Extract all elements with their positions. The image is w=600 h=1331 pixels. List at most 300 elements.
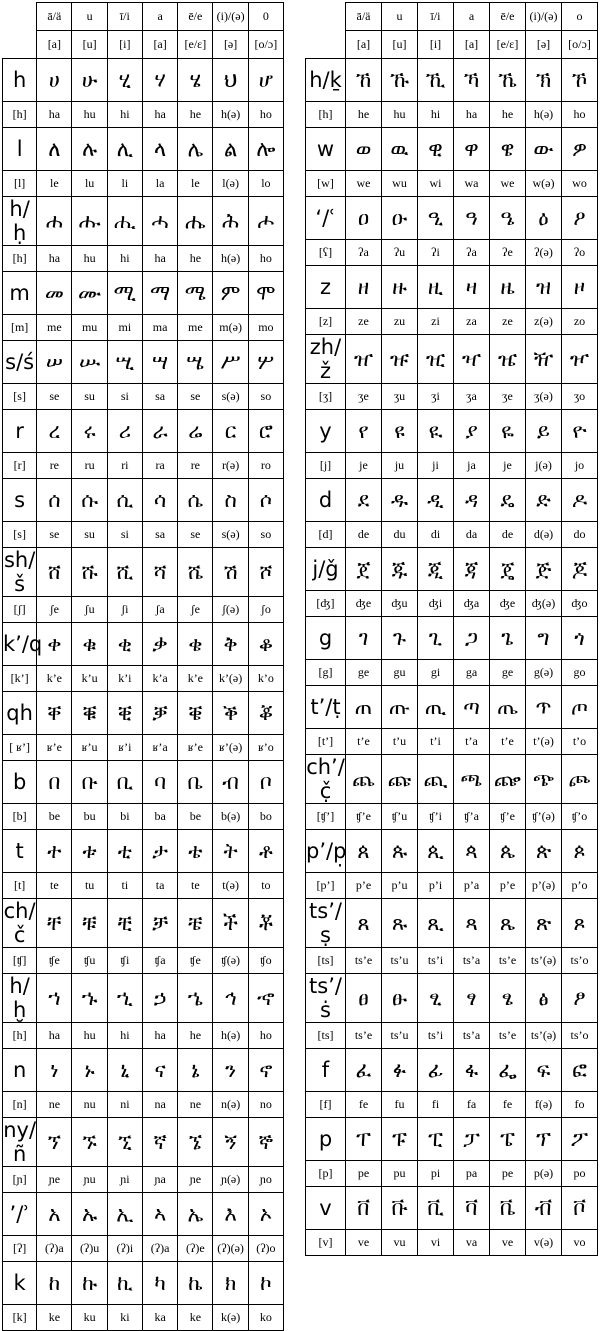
syllable-glyph: ጻ: [454, 899, 490, 948]
syllable-glyph: ፃ: [454, 974, 490, 1023]
syllable-transliteration: ki: [107, 1305, 142, 1331]
syllable-transliteration: fu: [382, 1092, 418, 1118]
glyph-row: [3, 1118, 284, 1167]
consonant-ipa: [ɲ]: [3, 1167, 37, 1193]
glyph-row: [306, 479, 598, 522]
syllable-glyph: ቁ: [72, 623, 107, 666]
vowel-ipa-header: [a]: [454, 31, 490, 59]
syllable-glyph: ዤ: [490, 335, 526, 384]
syllable-transliteration: go: [562, 660, 598, 686]
syllable-glyph: ኔ: [178, 1049, 213, 1092]
syllable-glyph: ና: [142, 1049, 177, 1092]
syllable-glyph: ጩ: [382, 755, 418, 804]
transliteration-row: [306, 660, 598, 686]
syllable-glyph: ቔ: [178, 692, 213, 735]
transliteration-row: [3, 246, 284, 272]
syllable-glyph: ኤ: [178, 1193, 213, 1236]
syllable-transliteration: ʤa: [454, 591, 490, 617]
syllabary-table-left: [2, 2, 284, 1331]
syllable-transliteration: s(ə): [213, 522, 248, 548]
syllable-transliteration: k(ə): [213, 1305, 248, 1331]
syllable-glyph: ጲ: [418, 830, 454, 873]
glyph-row: [306, 1049, 598, 1092]
syllable-glyph: ቢ: [107, 761, 142, 804]
syllable-transliteration: hu: [72, 1023, 107, 1049]
syllable-glyph: ቑ: [72, 692, 107, 735]
syllable-transliteration: je: [346, 453, 382, 479]
syllable-glyph: ሙ: [72, 272, 107, 315]
consonant-ipa: [v]: [306, 1230, 346, 1256]
consonant-ipa: [f]: [306, 1092, 346, 1118]
syllable-transliteration: ʒe: [346, 384, 382, 410]
syllable-glyph: ፈ: [346, 1049, 382, 1092]
syllable-transliteration: s(ə): [213, 384, 248, 410]
syllable-transliteration: jo: [562, 453, 598, 479]
syllable-glyph: ኹ: [382, 59, 418, 102]
glyph-row: [3, 128, 284, 171]
syllable-transliteration: ʤi: [418, 591, 454, 617]
syllable-transliteration: ho: [248, 102, 283, 128]
syllable-transliteration: ho: [248, 1023, 283, 1049]
syllable-transliteration: hu: [382, 102, 418, 128]
syllable-glyph: ዘ: [346, 266, 382, 309]
consonant-label: z: [306, 266, 346, 309]
syllable-glyph: ፖ: [562, 1118, 598, 1161]
syllable-glyph: ጼ: [490, 899, 526, 948]
syllable-glyph: ሔ: [178, 197, 213, 246]
syllable-glyph: ዜ: [490, 266, 526, 309]
syllable-glyph: ሓ: [142, 197, 177, 246]
syllable-glyph: ኖ: [248, 1049, 283, 1092]
consonant-label: m: [3, 272, 37, 315]
consonant-ipa: [s]: [3, 522, 37, 548]
syllable-glyph: ፊ: [418, 1049, 454, 1092]
syllable-glyph: ኼ: [490, 59, 526, 102]
syllable-glyph: ቡ: [72, 761, 107, 804]
glyph-row: [306, 410, 598, 453]
vowel-ipa-header: [ə]: [526, 31, 562, 59]
syllable-transliteration: ra: [142, 453, 177, 479]
syllable-transliteration: ji: [418, 453, 454, 479]
syllable-glyph: ዝ: [526, 266, 562, 309]
header-row-vowels: [3, 3, 284, 31]
syllable-glyph: ሴ: [178, 479, 213, 522]
syllable-transliteration: fe: [346, 1092, 382, 1118]
syllable-glyph: ፔ: [490, 1118, 526, 1161]
consonant-ipa: [ʕ]: [306, 240, 346, 266]
vowel-header: u: [72, 3, 107, 31]
syllable-glyph: ሻ: [142, 548, 177, 597]
syllable-glyph: ፁ: [382, 974, 418, 1023]
glyph-row: [306, 59, 598, 102]
syllable-glyph: ሆ: [248, 59, 283, 102]
syllable-transliteration: ɲe: [37, 1167, 72, 1193]
syllable-transliteration: be: [178, 804, 213, 830]
syllable-transliteration: ʤu: [382, 591, 418, 617]
syllable-transliteration: (ʔ)i: [107, 1236, 142, 1262]
syllable-transliteration: bo: [248, 804, 283, 830]
syllable-transliteration: ʁ’u: [72, 735, 107, 761]
syllable-glyph: ዦ: [562, 335, 598, 384]
consonant-ipa: [h]: [306, 102, 346, 128]
syllable-transliteration: ho: [562, 102, 598, 128]
vowel-header: ā/ä: [346, 3, 382, 31]
syllable-glyph: ቾ: [248, 899, 283, 948]
syllable-transliteration: ta: [142, 873, 177, 899]
consonant-label: ch/č: [3, 899, 36, 947]
syllable-transliteration: k’e: [37, 666, 72, 692]
syllable-glyph: ጀ: [346, 548, 382, 591]
syllable-transliteration: ʔa: [346, 240, 382, 266]
syllable-transliteration: pu: [382, 1161, 418, 1187]
consonant-label: w: [306, 128, 346, 171]
syllable-glyph: ፋ: [454, 1049, 490, 1092]
syllable-glyph: ለ: [37, 128, 72, 171]
syllable-glyph: ሚ: [107, 272, 142, 315]
transliteration-row: [3, 804, 284, 830]
consonant-ipa: [d]: [306, 522, 346, 548]
syllable-transliteration: da: [454, 522, 490, 548]
syllable-glyph: ሱ: [72, 479, 107, 522]
syllable-glyph: ኢ: [107, 1193, 142, 1236]
syllable-glyph: ዒ: [418, 197, 454, 240]
syllable-glyph: ፎ: [562, 1049, 598, 1092]
consonant-label: h/ḵ: [306, 59, 346, 102]
syllable-transliteration: p’(ə): [526, 873, 562, 899]
syllable-glyph: ፍ: [526, 1049, 562, 1092]
syllable-glyph: ቴ: [178, 830, 213, 873]
glyph-row: [3, 341, 284, 384]
syllable-glyph: ተ: [37, 830, 72, 873]
syllable-transliteration: h(ə): [213, 1023, 248, 1049]
syllable-transliteration: t’e: [490, 729, 526, 755]
consonant-ipa: [ ʁ’]: [3, 735, 37, 761]
syllable-transliteration: wi: [418, 171, 454, 197]
syllable-glyph: ሠ: [37, 341, 72, 384]
consonant-ipa: [ʧ]: [3, 948, 37, 974]
syllable-transliteration: ti: [107, 873, 142, 899]
syllable-glyph: ሲ: [107, 479, 142, 522]
syllable-transliteration: mi: [107, 315, 142, 341]
glyph-row: [306, 1118, 598, 1161]
syllable-glyph: ጫ: [454, 755, 490, 804]
consonant-ipa: [h]: [3, 1023, 37, 1049]
syllable-glyph: ዳ: [454, 479, 490, 522]
syllable-glyph: ጶ: [562, 830, 598, 873]
syllable-transliteration: vo: [562, 1230, 598, 1256]
syllable-glyph: ኑ: [72, 1049, 107, 1092]
transliteration-row: [306, 102, 598, 128]
syllable-glyph: ፅ: [526, 974, 562, 1023]
syllable-transliteration: we: [490, 171, 526, 197]
syllable-glyph: ዚ: [418, 266, 454, 309]
syllable-glyph: ዞ: [562, 266, 598, 309]
syllable-transliteration: ha: [142, 246, 177, 272]
syllable-transliteration: ts’e: [346, 948, 382, 974]
syllable-glyph: ዋ: [454, 128, 490, 171]
syllable-glyph: ዐ: [346, 197, 382, 240]
consonant-ipa: [p]: [306, 1161, 346, 1187]
syllable-glyph: ኚ: [107, 1118, 142, 1167]
syllable-transliteration: mo: [248, 315, 283, 341]
vowel-ipa-header: [a]: [142, 31, 177, 59]
syllable-transliteration: t(ə): [213, 873, 248, 899]
glyph-row: [3, 479, 284, 522]
consonant-label: n: [3, 1049, 37, 1092]
syllable-glyph: ዉ: [382, 128, 418, 171]
syllable-glyph: ኮ: [248, 1262, 283, 1305]
corner-cell: [306, 3, 346, 31]
transliteration-row: [306, 1092, 598, 1118]
syllable-transliteration: k’a: [142, 666, 177, 692]
syllable-transliteration: ve: [346, 1230, 382, 1256]
syllable-transliteration: vi: [418, 1230, 454, 1256]
syllable-glyph: ሁ: [72, 59, 107, 102]
syllable-glyph: ኂ: [107, 974, 142, 1023]
syllable-glyph: ጰ: [346, 830, 382, 873]
syllable-glyph: ማ: [142, 272, 177, 315]
syllable-glyph: ሸ: [37, 548, 72, 597]
syllable-glyph: ኀ: [37, 974, 72, 1023]
syllable-glyph: ቓ: [142, 692, 177, 735]
syllable-glyph: ፓ: [454, 1118, 490, 1161]
syllable-transliteration: he: [346, 102, 382, 128]
vowel-ipa-header: [i]: [418, 31, 454, 59]
syllable-glyph: ገ: [346, 617, 382, 660]
syllable-transliteration: (ʔ)a: [142, 1236, 177, 1262]
syllable-transliteration: v(ə): [526, 1230, 562, 1256]
glyph-row: [3, 623, 284, 666]
syllable-glyph: ኒ: [107, 1049, 142, 1092]
syllable-transliteration: zo: [562, 309, 598, 335]
syllable-transliteration: t’u: [382, 729, 418, 755]
syllable-glyph: ው: [526, 128, 562, 171]
syllable-glyph: ጁ: [382, 548, 418, 591]
syllable-transliteration: ʧ’a: [454, 804, 490, 830]
syllable-glyph: ቅ: [213, 623, 248, 666]
syllable-glyph: ኣ: [142, 1193, 177, 1236]
syllable-glyph: ፐ: [346, 1118, 382, 1161]
syllable-transliteration: ʁ’a: [142, 735, 177, 761]
vowel-header: a: [142, 3, 177, 31]
syllable-glyph: ኡ: [72, 1193, 107, 1236]
transliteration-row: [3, 1023, 284, 1049]
syllable-transliteration: ʧe: [178, 948, 213, 974]
transliteration-row: [306, 804, 598, 830]
vowel-ipa-header: [e/ɛ]: [490, 31, 526, 59]
consonant-ipa: [w]: [306, 171, 346, 197]
glyph-row: [3, 272, 284, 315]
syllable-transliteration: ts’o: [562, 948, 598, 974]
syllable-transliteration: ɲ(ə): [213, 1167, 248, 1193]
syllable-transliteration: gi: [418, 660, 454, 686]
syllable-glyph: ሞ: [248, 272, 283, 315]
syllable-transliteration: fi: [418, 1092, 454, 1118]
syllable-glyph: ፕ: [526, 1118, 562, 1161]
syllable-glyph: ኜ: [178, 1118, 213, 1167]
syllable-transliteration: t’a: [454, 729, 490, 755]
syllable-transliteration: k’(ə): [213, 666, 248, 692]
syllable-glyph: ጅ: [526, 548, 562, 591]
syllable-glyph: ረ: [37, 410, 72, 453]
glyph-row: [306, 266, 598, 309]
syllable-transliteration: ʧ’e: [346, 804, 382, 830]
syllable-transliteration: k’e: [178, 666, 213, 692]
syllable-glyph: ሪ: [107, 410, 142, 453]
syllable-transliteration: h(ə): [526, 102, 562, 128]
syllable-glyph: ቐ: [37, 692, 72, 735]
syllable-transliteration: de: [490, 522, 526, 548]
syllable-transliteration: ze: [346, 309, 382, 335]
syllable-transliteration: lo: [248, 171, 283, 197]
syllable-transliteration: ke: [37, 1305, 72, 1331]
transliteration-row: [306, 522, 598, 548]
syllable-transliteration: ʃa: [142, 597, 177, 623]
glyph-row: [3, 1049, 284, 1092]
syllable-transliteration: le: [37, 171, 72, 197]
consonant-ipa: [k]: [3, 1305, 37, 1331]
syllable-transliteration: ha: [454, 102, 490, 128]
syllable-glyph: ቮ: [562, 1187, 598, 1230]
syllable-transliteration: ʃu: [72, 597, 107, 623]
vowel-header: ē/e: [178, 3, 213, 31]
vowel-header: (i)/(ə): [526, 3, 562, 31]
syllable-glyph: ጃ: [454, 548, 490, 591]
syllable-transliteration: ʧ’i: [418, 804, 454, 830]
syllable-glyph: ጢ: [418, 686, 454, 729]
syllable-glyph: ድ: [526, 479, 562, 522]
syllable-glyph: ሃ: [142, 59, 177, 102]
transliteration-row: [3, 171, 284, 197]
syllable-glyph: ጌ: [490, 617, 526, 660]
syllable-transliteration: ha: [142, 1023, 177, 1049]
syllable-transliteration: ha: [142, 102, 177, 128]
header-row-vowels: [306, 3, 598, 31]
consonant-label: ch’/č̣: [306, 755, 345, 803]
syllable-glyph: ሩ: [72, 410, 107, 453]
vowel-header: u: [382, 3, 418, 31]
syllable-transliteration: ʁ’o: [248, 735, 283, 761]
syllable-transliteration: ju: [382, 453, 418, 479]
syllable-glyph: ሾ: [248, 548, 283, 597]
syllabary-body-right: [306, 3, 598, 1256]
syllable-transliteration: he: [178, 102, 213, 128]
syllable-glyph: ፆ: [562, 974, 598, 1023]
syllable-glyph: በ: [37, 761, 72, 804]
syllable-glyph: ሌ: [178, 128, 213, 171]
syllable-transliteration: ʧ’(ə): [526, 804, 562, 830]
consonant-label: d: [306, 479, 346, 522]
syllable-transliteration: re: [37, 453, 72, 479]
syllable-glyph: ጥ: [526, 686, 562, 729]
syllable-transliteration: ga: [454, 660, 490, 686]
transliteration-row: [306, 1023, 598, 1049]
transliteration-row: [3, 1092, 284, 1118]
consonant-ipa: [s]: [3, 384, 37, 410]
syllable-transliteration: ɲa: [142, 1167, 177, 1193]
consonant-label: r: [3, 410, 37, 453]
syllable-glyph: ፂ: [418, 974, 454, 1023]
syllable-glyph: ቻ: [142, 899, 177, 948]
consonant-label: sh/š: [3, 548, 36, 596]
vowel-header: o: [562, 3, 598, 31]
syllable-glyph: ዙ: [382, 266, 418, 309]
syllable-glyph: ኞ: [248, 1118, 283, 1167]
syllable-glyph: ዢ: [418, 335, 454, 384]
syllable-glyph: ኅ: [213, 974, 248, 1023]
consonant-label: h: [3, 59, 37, 102]
syllabary-body-left: [3, 3, 284, 1331]
syllable-transliteration: wu: [382, 171, 418, 197]
syllable-transliteration: ts’(ə): [526, 948, 562, 974]
syllable-transliteration: t’o: [562, 729, 598, 755]
syllable-glyph: ታ: [142, 830, 177, 873]
syllable-transliteration: tu: [72, 873, 107, 899]
transliteration-row: [306, 240, 598, 266]
syllable-glyph: ቼ: [178, 899, 213, 948]
syllable-glyph: ጪ: [418, 755, 454, 804]
syllable-glyph: ቨ: [346, 1187, 382, 1230]
syllable-transliteration: me: [178, 315, 213, 341]
syllable-transliteration: ts’a: [454, 1023, 490, 1049]
syllable-transliteration: va: [454, 1230, 490, 1256]
syllable-transliteration: ʒe: [490, 384, 526, 410]
transliteration-row: [306, 729, 598, 755]
syllable-transliteration: zu: [382, 309, 418, 335]
syllable-transliteration: ts’(ə): [526, 1023, 562, 1049]
syllable-transliteration: ts’u: [382, 1023, 418, 1049]
consonant-ipa: [ʤ]: [306, 591, 346, 617]
syllable-glyph: ቭ: [526, 1187, 562, 1230]
syllable-glyph: ጋ: [454, 617, 490, 660]
syllable-glyph: ቬ: [490, 1187, 526, 1230]
syllable-glyph: ራ: [142, 410, 177, 453]
syllable-transliteration: fe: [490, 1092, 526, 1118]
glyph-row: [3, 548, 284, 597]
consonant-ipa: [ʒ]: [306, 384, 346, 410]
consonant-ipa: [ʃ]: [3, 597, 37, 623]
syllable-transliteration: ʔu: [382, 240, 418, 266]
syllable-glyph: ኛ: [142, 1118, 177, 1167]
syllable-glyph: ጎ: [562, 617, 598, 660]
syllable-glyph: ቲ: [107, 830, 142, 873]
syllable-transliteration: ʃi: [107, 597, 142, 623]
syllable-glyph: ሂ: [107, 59, 142, 102]
transliteration-row: [306, 171, 598, 197]
syllable-transliteration: ko: [248, 1305, 283, 1331]
syllable-transliteration: t’(ə): [526, 729, 562, 755]
transliteration-row: [306, 591, 598, 617]
consonant-label: v: [306, 1187, 346, 1230]
syllable-glyph: ዮ: [562, 410, 598, 453]
syllable-transliteration: si: [107, 384, 142, 410]
syllable-transliteration: ja: [454, 453, 490, 479]
syllable-glyph: ዴ: [490, 479, 526, 522]
syllable-glyph: ሎ: [248, 128, 283, 171]
syllable-transliteration: hi: [107, 246, 142, 272]
syllable-transliteration: pe: [490, 1161, 526, 1187]
syllable-transliteration: ʔa: [454, 240, 490, 266]
glyph-row: [3, 899, 284, 948]
syllable-glyph: ኺ: [418, 59, 454, 102]
syllable-transliteration: li: [107, 171, 142, 197]
syllable-transliteration: ʧi: [107, 948, 142, 974]
syllable-glyph: ኩ: [72, 1262, 107, 1305]
syllable-glyph: ጬ: [490, 755, 526, 804]
glyph-row: [3, 1262, 284, 1305]
syllable-glyph: ኘ: [37, 1118, 72, 1167]
transliteration-row: [3, 453, 284, 479]
